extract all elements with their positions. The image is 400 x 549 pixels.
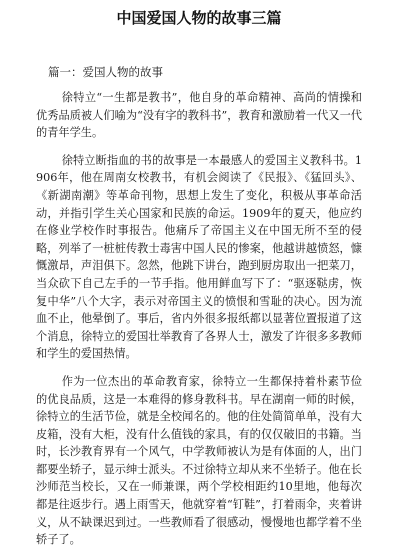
- paragraph-frugality-story: 作为一位杰出的革命教育家，徐特立一生都保持着朴素节俭的优良品质，这是一本难得的修身教科书。早在湖南一师的时候，徐特立的生活节俭，就是全校闻名的。他的住处简简单单，没有大皮箱，没有大柜，没有什么值钱的家具，有的仅仅破旧的书籍。当时，长沙教育界有一个风气，中学教师被认为是有体面的人，出门都要坐轿子，显示绅士派头。不过徐特立却从来不坐轿子。他在长沙师范当校长，又在一师兼课，两个学校相距约10里地，他每次都是往返步行。遇上雨雪天，他就穿着“钉鞋”，打着雨伞，夹着讲义，从不缺课迟到过。一些教师看了很感动，慢慢地也都学着不坐轿子了。: [36, 374, 362, 547]
- document-title: 中国爱国人物的故事三篇: [116, 9, 282, 27]
- section-heading: 篇一：爱国人物的故事: [48, 65, 163, 79]
- paragraph-severed-finger-story: 徐特立断指血的书的故事是一本最感人的爱国主义教科书。1906年，他在周南女校教书，有机会阅读了《民报》、《猛回头》、《新湖南潮》等革命刊物，思想上发生了变化，积极从事革命活动，并指引学生关心国家和民族的命运。1909年的夏天，他应约在修业学校作时事报告。他痛斥了帝国主义在中国无所不至的侵略，列举了一桩桩传教士毒害中国人民的惨案，他越讲越愤怒，慷慨激昂，声泪俱下。忽然，他跳下讲台，跑到厨房取出一把菜刀，当众砍下自己左手的一节手指。他用鲜血写下了：“驱逐鞑虏，恢复中华”八个大字，表示对帝国主义的愤恨和雪耻的决心。因为流血不止，他晕倒了。事后，省内外很多报纸都以显著位置报道了这个消息，徐特立的爱国壮举教育了各界人士，激发了许很多多教师和学生的爱国热情。: [36, 153, 362, 361]
- paragraph-intro: 徐特立“一生都是教书”，他自身的革命精神、高尚的情操和优秀品质被人们喻为“没有字的教科书”，教育和激励着一代又一代的青年学生。: [36, 91, 362, 140]
